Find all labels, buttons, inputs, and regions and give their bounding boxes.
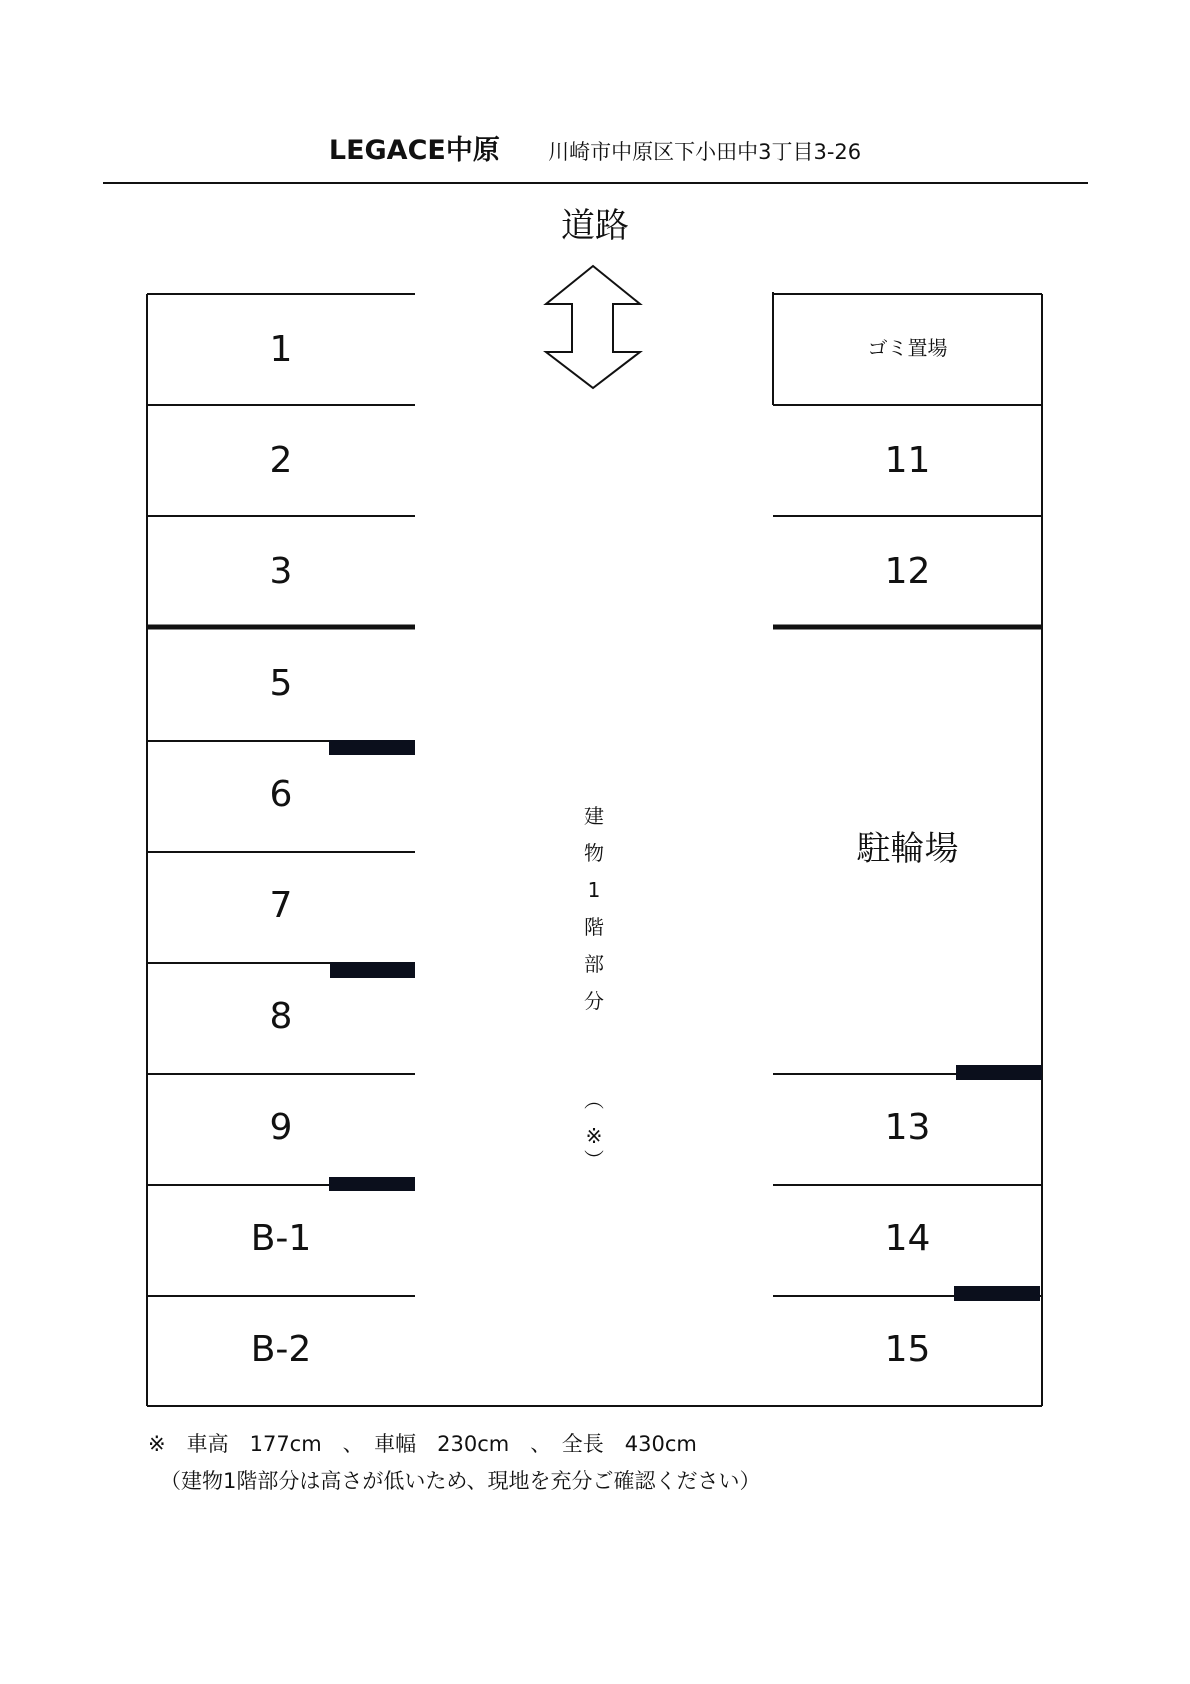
slot-label: 6 bbox=[269, 774, 293, 815]
black-bar bbox=[329, 1177, 415, 1191]
double-arrow-icon bbox=[546, 266, 640, 388]
slot-label: 15 bbox=[884, 1329, 931, 1370]
slot-label: 3 bbox=[269, 551, 293, 592]
black-bar bbox=[330, 962, 415, 978]
height-warning-note: （建物1階部分は高さが低いため、現地を充分ご確認ください） bbox=[160, 1469, 761, 1493]
slot-label: 12 bbox=[884, 551, 931, 592]
slot-label: 2 bbox=[269, 440, 293, 481]
slot-label: 8 bbox=[269, 996, 293, 1037]
vertical-char: 部 bbox=[584, 952, 604, 976]
vehicle-size-note: ※ 車高 177cm 、 車幅 230cm 、 全長 430cm bbox=[148, 1432, 697, 1456]
black-bar bbox=[956, 1065, 1042, 1080]
vertical-char: ※ bbox=[585, 1124, 603, 1148]
vertical-char: 分 bbox=[584, 989, 604, 1013]
vertical-char: ︶ bbox=[584, 1148, 604, 1172]
slot-label: 5 bbox=[269, 663, 293, 704]
building-first-floor-label bbox=[580, 798, 608, 1172]
vertical-char: 1 bbox=[587, 878, 601, 902]
vertical-char: ︵ bbox=[584, 1088, 604, 1112]
slot-label: 7 bbox=[269, 885, 293, 926]
vertical-char: 建 bbox=[584, 804, 604, 828]
bicycle-parking-label: 駐輪場 bbox=[856, 829, 959, 869]
slot-label: 1 bbox=[269, 329, 293, 370]
garbage-area-label: ゴミ置場 bbox=[867, 336, 948, 360]
building-address: 川崎市中原区下小田中3丁目3-26 bbox=[548, 140, 862, 164]
slot-label: 13 bbox=[884, 1107, 931, 1148]
road-label: 道路 bbox=[561, 206, 629, 246]
slot-label: B-2 bbox=[250, 1329, 312, 1370]
vertical-char: 物 bbox=[584, 841, 604, 865]
building-name: LEGACE中原 bbox=[328, 135, 500, 166]
black-bar bbox=[329, 740, 415, 755]
slot-label: 14 bbox=[884, 1218, 931, 1259]
slot-label: 11 bbox=[884, 440, 931, 481]
vertical-char: 階 bbox=[584, 915, 604, 939]
slot-label: B-1 bbox=[250, 1218, 312, 1259]
slot-label: 9 bbox=[269, 1107, 293, 1148]
black-bar bbox=[954, 1286, 1040, 1301]
